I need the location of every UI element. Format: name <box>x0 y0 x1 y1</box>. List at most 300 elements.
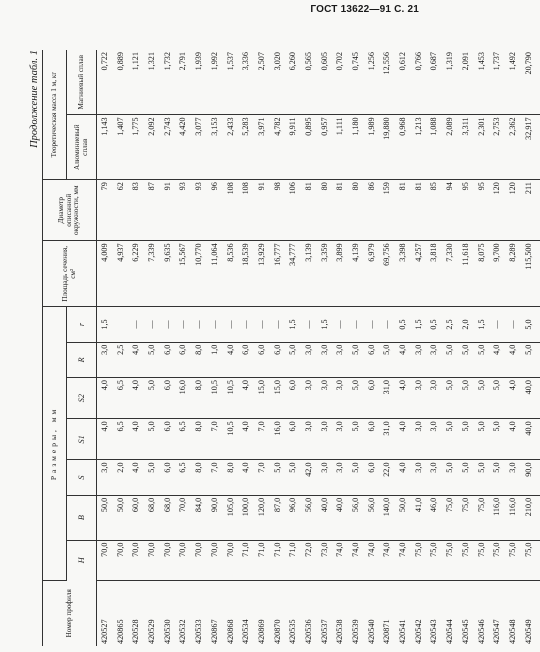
cell-r-small: — <box>148 307 164 342</box>
cell-h: 71,0 <box>242 540 258 580</box>
cell-r-big: 5,0 <box>383 342 399 377</box>
cell-b: 140,0 <box>383 495 399 540</box>
cell-b: 56,0 <box>368 495 384 540</box>
cell-s2: 5,0 <box>148 378 164 419</box>
cell-b: 56,0 <box>305 495 321 540</box>
cell-s1: 7,0 <box>211 419 227 460</box>
cell-b: 60,0 <box>132 495 148 540</box>
cell-h: 74,0 <box>352 540 368 580</box>
table-row <box>430 50 446 646</box>
header-profile-no: Номер профиля <box>64 589 73 638</box>
cell-mass-aluminum: 1,143 <box>97 115 117 180</box>
cell-b: 116,0 <box>493 495 509 540</box>
cell-area: 8,075 <box>478 241 494 307</box>
cell-r-small: 0,5 <box>399 307 415 342</box>
cell-profile-no: 420542 <box>413 619 423 644</box>
cell-r-big: 5,0 <box>352 342 368 377</box>
cell-s2: 5,0 <box>352 378 368 419</box>
cell-area: 9,635 <box>164 241 180 307</box>
cell-h: 70,0 <box>195 540 211 580</box>
cell-diameter: 87 <box>148 180 164 241</box>
cell-diameter: 83 <box>132 180 148 241</box>
cell-profile-no: 420549 <box>523 619 533 644</box>
table-caption: Продолжение табл. 1 <box>29 50 40 148</box>
cell-b: 105,0 <box>227 495 243 540</box>
cell-s2: 5,0 <box>493 378 509 419</box>
cell-area: 8,289 <box>509 241 525 307</box>
rotated-table-page <box>28 50 533 646</box>
cell-mass-magnesium: 1,492 <box>509 50 525 115</box>
cell-r-big: 8,0 <box>195 342 211 377</box>
cell-mass-aluminum: 3,311 <box>462 115 478 180</box>
cell-area: 15,567 <box>179 241 195 307</box>
cell-profile-no: 420545 <box>460 619 470 644</box>
cell-r-small: — <box>227 307 243 342</box>
cell-s1: 6,0 <box>289 419 305 460</box>
cell-mass-magnesium: 0,766 <box>415 50 431 115</box>
header-s2: S2 <box>67 378 97 419</box>
cell-mass-magnesium: 0,889 <box>117 50 133 115</box>
cell-s: 3,0 <box>321 460 337 495</box>
cell-diameter: 93 <box>195 180 211 241</box>
cell-r-big: 6,0 <box>368 342 384 377</box>
cell-diameter: 81 <box>305 180 321 241</box>
cell-r-big: 6,0 <box>242 342 258 377</box>
table-row <box>258 50 274 646</box>
cell-h: 74,0 <box>399 540 415 580</box>
cell-mass-aluminum: 0,895 <box>305 115 321 180</box>
cell-b: 41,0 <box>415 495 431 540</box>
cell-profile-no: 420540 <box>366 619 376 644</box>
cell-s: 5,0 <box>493 460 509 495</box>
cell-s2: 3,0 <box>336 378 352 419</box>
cell-diameter: 93 <box>179 180 195 241</box>
cell-mass-aluminum: 5,283 <box>242 115 258 180</box>
cell-r-big: 6,0 <box>274 342 290 377</box>
cell-r-small: — <box>493 307 509 342</box>
cell-s2: 15,0 <box>274 378 290 419</box>
cell-area: 11,064 <box>211 241 227 307</box>
cell-area: 16,777 <box>274 241 290 307</box>
cell-s2: 8,0 <box>195 378 211 419</box>
cell-h: 70,0 <box>179 540 195 580</box>
cell-h: 75,0 <box>462 540 478 580</box>
cell-profile-no: 420869 <box>256 619 266 644</box>
cell-h: 75,0 <box>493 540 509 580</box>
cell-area: 3,139 <box>305 241 321 307</box>
cell-mass-magnesium: 1,537 <box>227 50 243 115</box>
cell-r-big: 5,0 <box>148 342 164 377</box>
cell-b: 50,0 <box>97 495 117 540</box>
cell-s: 22,0 <box>383 460 399 495</box>
cell-s1: 4,0 <box>399 419 415 460</box>
table-row <box>446 50 462 646</box>
cell-h: 75,0 <box>446 540 462 580</box>
cell-diameter: 80 <box>321 180 337 241</box>
cell-b: 50,0 <box>399 495 415 540</box>
cell-mass-aluminum: 2,092 <box>148 115 164 180</box>
cell-area: 8,536 <box>227 241 243 307</box>
cell-mass-aluminum: 32,917 <box>525 115 540 180</box>
cell-s2: 4,0 <box>399 378 415 419</box>
cell-r-big: 3,0 <box>336 342 352 377</box>
header-r-big: R <box>67 342 97 377</box>
table-row <box>274 50 290 646</box>
cell-s2: 15,0 <box>258 378 274 419</box>
cell-mass-magnesium: 1,453 <box>478 50 494 115</box>
cell-profile-no: 420871 <box>382 619 392 644</box>
cell-area: 10,770 <box>195 241 211 307</box>
cell-mass-magnesium: 6,260 <box>289 50 305 115</box>
table-row <box>336 50 352 646</box>
cell-b: 75,0 <box>478 495 494 540</box>
cell-profile-no: 420535 <box>288 619 298 644</box>
cell-profile-no: 420538 <box>335 619 345 644</box>
cell-s1: 5,0 <box>352 419 368 460</box>
table-row <box>509 50 525 646</box>
header-s1: S1 <box>67 419 97 460</box>
cell-profile-no: 420870 <box>272 619 282 644</box>
cell-r-big: 3,0 <box>430 342 446 377</box>
table-row <box>164 50 180 646</box>
cell-mass-magnesium: 1,256 <box>368 50 384 115</box>
cell-b: 96,0 <box>289 495 305 540</box>
cell-s1: 3,0 <box>321 419 337 460</box>
cell-s1: 6,0 <box>368 419 384 460</box>
cell-s1: 5,0 <box>493 419 509 460</box>
cell-s: 8,0 <box>227 460 243 495</box>
table-row <box>148 50 164 646</box>
cell-area: 3,359 <box>321 241 337 307</box>
cell-s2: 16,0 <box>179 378 195 419</box>
cell-r-small: — <box>195 307 211 342</box>
cell-r-small: — <box>352 307 368 342</box>
cell-r-big: 6,0 <box>164 342 180 377</box>
cell-mass-aluminum: 1,088 <box>430 115 446 180</box>
cell-r-big: 2,5 <box>117 342 133 377</box>
header-area: Площадь сечения, см² <box>43 241 97 307</box>
cell-mass-magnesium: 20,790 <box>525 50 540 115</box>
cell-r-small: — <box>336 307 352 342</box>
cell-h: 75,0 <box>525 540 540 580</box>
cell-diameter: 106 <box>289 180 305 241</box>
cell-diameter: 98 <box>274 180 290 241</box>
cell-area: 18,539 <box>242 241 258 307</box>
cell-s1: 5,0 <box>478 419 494 460</box>
cell-b: 75,0 <box>446 495 462 540</box>
cell-s: 3,0 <box>430 460 446 495</box>
cell-area: 9,700 <box>493 241 509 307</box>
cell-s: 42,0 <box>305 460 321 495</box>
cell-h: 70,0 <box>164 540 180 580</box>
cell-s: 5,0 <box>462 460 478 495</box>
cell-b: 87,0 <box>274 495 290 540</box>
cell-b: 50,0 <box>117 495 133 540</box>
cell-r-small: 2,0 <box>462 307 478 342</box>
cell-r-big: 3,0 <box>97 342 117 377</box>
cell-h: 74,0 <box>336 540 352 580</box>
header-r-small: r <box>67 307 97 342</box>
cell-r-big: 5,0 <box>478 342 494 377</box>
cell-area: 3,398 <box>399 241 415 307</box>
cell-r-small: — <box>179 307 195 342</box>
header-theoretical-mass: Теоретическая масса 1 м, кг <box>43 50 67 180</box>
cell-diameter: 85 <box>430 180 446 241</box>
cell-s1: 5,0 <box>148 419 164 460</box>
cell-s1: 5,0 <box>446 419 462 460</box>
cell-profile-no: 420532 <box>178 619 188 644</box>
cell-profile-no: 420868 <box>225 619 235 644</box>
cell-area: 4,139 <box>352 241 368 307</box>
cell-r-small: — <box>383 307 399 342</box>
cell-profile-no: 420528 <box>131 619 141 644</box>
cell-diameter: 81 <box>415 180 431 241</box>
cell-area: 4,009 <box>97 241 117 307</box>
profile-table <box>42 50 540 646</box>
cell-profile-no: 420865 <box>115 619 125 644</box>
cell-s: 5,0 <box>148 460 164 495</box>
cell-mass-aluminum: 1,407 <box>117 115 133 180</box>
cell-h: 73,0 <box>321 540 337 580</box>
table-row <box>242 50 258 646</box>
cell-area: 6,229 <box>132 241 148 307</box>
table-row <box>289 50 305 646</box>
cell-h: 75,0 <box>430 540 446 580</box>
cell-diameter: 96 <box>211 180 227 241</box>
cell-s2: 3,0 <box>430 378 446 419</box>
cell-s: 6,5 <box>179 460 195 495</box>
table-row <box>211 50 227 646</box>
cell-area: 69,756 <box>383 241 399 307</box>
cell-s: 5,0 <box>352 460 368 495</box>
cell-area: 7,339 <box>148 241 164 307</box>
table-row <box>462 50 478 646</box>
cell-mass-magnesium: 3,020 <box>274 50 290 115</box>
cell-s1: 4,0 <box>242 419 258 460</box>
table-row <box>415 50 431 646</box>
cell-s: 5,0 <box>289 460 305 495</box>
cell-s1: 6,5 <box>179 419 195 460</box>
cell-mass-aluminum: 9,911 <box>289 115 305 180</box>
cell-diameter: 81 <box>336 180 352 241</box>
cell-r-small: — <box>368 307 384 342</box>
cell-mass-magnesium: 1,121 <box>132 50 148 115</box>
cell-s2: 6,0 <box>164 378 180 419</box>
cell-h: 70,0 <box>227 540 243 580</box>
cell-h: 71,0 <box>289 540 305 580</box>
cell-s: 6,0 <box>368 460 384 495</box>
cell-s1: 6,0 <box>164 419 180 460</box>
cell-area: 34,777 <box>289 241 305 307</box>
cell-r-small: — <box>164 307 180 342</box>
table-row <box>227 50 243 646</box>
cell-r-big: 5,0 <box>462 342 478 377</box>
cell-area: 13,929 <box>258 241 274 307</box>
cell-mass-aluminum: 2,753 <box>493 115 509 180</box>
cell-diameter: 120 <box>493 180 509 241</box>
cell-mass-aluminum: 2,362 <box>509 115 525 180</box>
cell-r-small: — <box>242 307 258 342</box>
cell-b: 210,0 <box>525 495 540 540</box>
cell-s: 4,0 <box>132 460 148 495</box>
table-row <box>352 50 368 646</box>
cell-b: 68,0 <box>164 495 180 540</box>
cell-s2: 6,5 <box>117 378 133 419</box>
cell-s2: 3,0 <box>305 378 321 419</box>
cell-s2: 5,0 <box>478 378 494 419</box>
cell-mass-aluminum: 2,433 <box>227 115 243 180</box>
cell-s: 4,0 <box>399 460 415 495</box>
cell-mass-aluminum: 1,213 <box>415 115 431 180</box>
cell-r-big: 4,0 <box>493 342 509 377</box>
table-row <box>383 50 399 646</box>
cell-mass-magnesium: 2,791 <box>179 50 195 115</box>
cell-diameter: 159 <box>383 180 399 241</box>
cell-h: 75,0 <box>478 540 494 580</box>
cell-b: 116,0 <box>509 495 525 540</box>
cell-profile-no: 420536 <box>303 619 313 644</box>
cell-s2: 40,0 <box>525 378 540 419</box>
table-row <box>368 50 384 646</box>
cell-diameter: 91 <box>258 180 274 241</box>
cell-mass-aluminum: 3,077 <box>195 115 211 180</box>
cell-r-small: 5,0 <box>525 307 540 342</box>
cell-b: 56,0 <box>352 495 368 540</box>
cell-r-small: 1,5 <box>289 307 305 342</box>
cell-h: 71,0 <box>274 540 290 580</box>
cell-s: 5,0 <box>478 460 494 495</box>
cell-mass-magnesium: 3,336 <box>242 50 258 115</box>
cell-mass-aluminum: 4,420 <box>179 115 195 180</box>
cell-profile-no: 420534 <box>241 619 251 644</box>
cell-r-big: 1,0 <box>211 342 227 377</box>
cell-s1: 4,0 <box>132 419 148 460</box>
cell-b: 68,0 <box>148 495 164 540</box>
cell-h: 70,0 <box>132 540 148 580</box>
table-row <box>525 50 540 646</box>
cell-r-small: — <box>305 307 321 342</box>
page-header: ГОСТ 13622—91 С. 21 <box>310 4 419 15</box>
cell-s: 8,0 <box>195 460 211 495</box>
cell-diameter: 211 <box>525 180 540 241</box>
cell-profile-no: 420537 <box>319 619 329 644</box>
table-row <box>478 50 494 646</box>
cell-h: 74,0 <box>368 540 384 580</box>
table-row <box>179 50 195 646</box>
cell-mass-aluminum: 3,971 <box>258 115 274 180</box>
cell-s: 7,0 <box>211 460 227 495</box>
cell-s2: 4,0 <box>509 378 525 419</box>
cell-s2: 6,0 <box>368 378 384 419</box>
cell-mass-aluminum: 2,743 <box>164 115 180 180</box>
cell-h: 75,0 <box>509 540 525 580</box>
cell-h: 75,0 <box>415 540 431 580</box>
table-row <box>195 50 211 646</box>
cell-r-big: 4,0 <box>509 342 525 377</box>
cell-diameter: 81 <box>399 180 415 241</box>
cell-b: 120,0 <box>258 495 274 540</box>
cell-mass-aluminum: 3,153 <box>211 115 227 180</box>
cell-mass-magnesium: 1,737 <box>493 50 509 115</box>
table-row <box>321 50 337 646</box>
table-row <box>97 50 117 646</box>
cell-r-small: — <box>132 307 148 342</box>
cell-r-big: 6,0 <box>258 342 274 377</box>
header-h: H <box>76 557 86 564</box>
header-s: S <box>67 460 97 495</box>
cell-s: 5,0 <box>274 460 290 495</box>
cell-profile-no: 420548 <box>507 619 517 644</box>
cell-profile-no: 420533 <box>194 619 204 644</box>
cell-s1: 6,5 <box>117 419 133 460</box>
table-row <box>305 50 321 646</box>
table-row <box>117 50 133 646</box>
cell-b: 100,0 <box>242 495 258 540</box>
cell-s2: 4,0 <box>132 378 148 419</box>
cell-mass-magnesium: 0,565 <box>305 50 321 115</box>
cell-diameter: 91 <box>164 180 180 241</box>
cell-diameter: 80 <box>352 180 368 241</box>
cell-r-big: 5,0 <box>525 342 540 377</box>
cell-r-small: — <box>258 307 274 342</box>
cell-s: 5,0 <box>446 460 462 495</box>
table-row <box>493 50 509 646</box>
cell-mass-magnesium: 0,612 <box>399 50 415 115</box>
cell-s1: 40,0 <box>525 419 540 460</box>
cell-diameter: 95 <box>478 180 494 241</box>
cell-s: 4,0 <box>242 460 258 495</box>
cell-diameter: 86 <box>368 180 384 241</box>
cell-profile-no: 420527 <box>100 619 109 644</box>
cell-b: 40,0 <box>321 495 337 540</box>
cell-mass-aluminum: 4,782 <box>274 115 290 180</box>
cell-s2: 5,0 <box>446 378 462 419</box>
cell-s1: 4,0 <box>97 419 117 460</box>
header-dimensions: Размеры, мм <box>43 307 67 580</box>
cell-mass-magnesium: 1,321 <box>148 50 164 115</box>
cell-profile-no: 420541 <box>398 619 408 644</box>
cell-diameter: 79 <box>97 180 117 241</box>
cell-diameter: 108 <box>242 180 258 241</box>
cell-h: 72,0 <box>305 540 321 580</box>
cell-mass-magnesium: 2,507 <box>258 50 274 115</box>
cell-s: 3,0 <box>509 460 525 495</box>
cell-r-small: 2,5 <box>446 307 462 342</box>
header-magnesium: Магниевый сплав <box>67 50 97 115</box>
cell-r-big: 4,0 <box>132 342 148 377</box>
cell-mass-aluminum: 1,180 <box>352 115 368 180</box>
cell-mass-magnesium: 0,722 <box>97 50 117 115</box>
cell-profile-no: 420546 <box>476 619 486 644</box>
cell-s2: 10,5 <box>211 378 227 419</box>
cell-s1: 3,0 <box>415 419 431 460</box>
cell-h: 71,0 <box>258 540 274 580</box>
cell-b: 46,0 <box>430 495 446 540</box>
cell-mass-aluminum: 1,989 <box>368 115 384 180</box>
cell-s2: 5,0 <box>462 378 478 419</box>
cell-s1: 10,5 <box>227 419 243 460</box>
cell-area: 7,330 <box>446 241 462 307</box>
cell-mass-aluminum: 0,957 <box>321 115 337 180</box>
cell-h: 74,0 <box>383 540 399 580</box>
cell-r-small: 0,5 <box>430 307 446 342</box>
cell-mass-aluminum: 0,968 <box>399 115 415 180</box>
table-row <box>132 50 148 646</box>
cell-b: 84,0 <box>195 495 211 540</box>
cell-r-small <box>117 307 133 342</box>
cell-r-small: 1,5 <box>478 307 494 342</box>
cell-s: 6,0 <box>164 460 180 495</box>
